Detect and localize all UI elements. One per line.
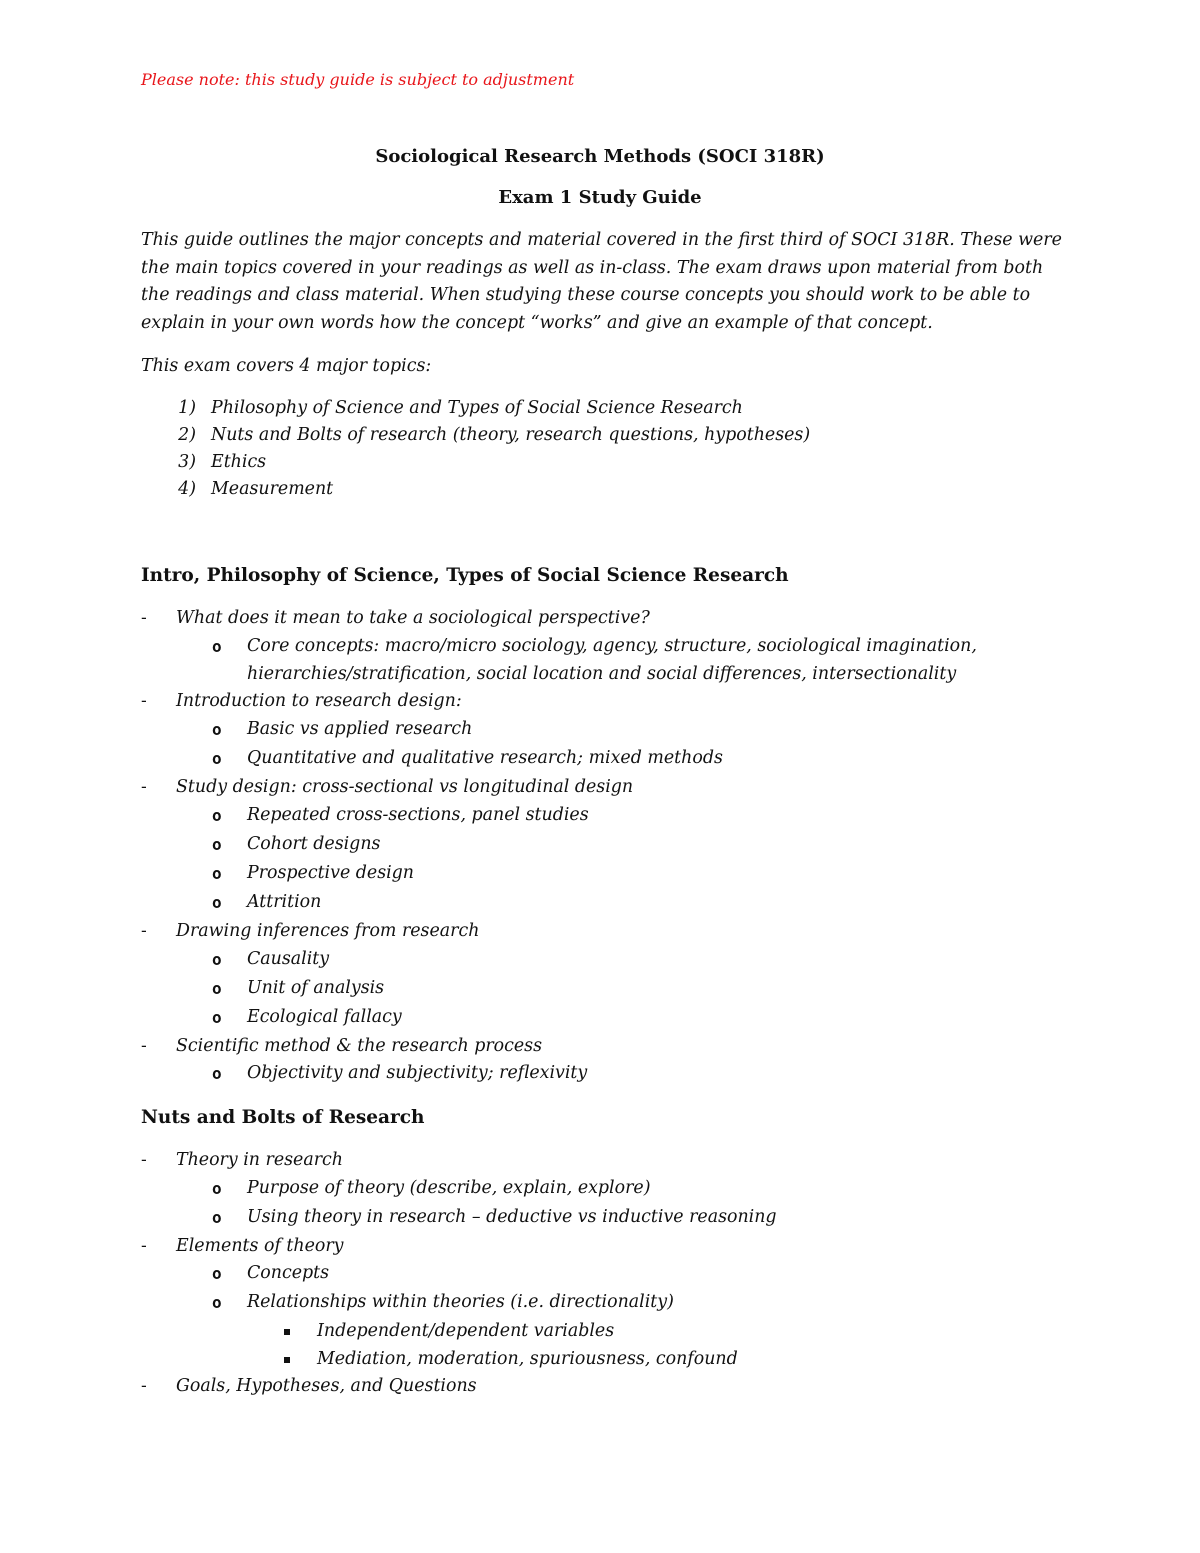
sub-item: Cohort designs	[247, 834, 381, 854]
topics-intro: This exam covers 4 major topics:	[141, 356, 432, 376]
list-item: Goals, Hypotheses, and Questions	[176, 1376, 477, 1396]
intro-line: explain in your own words how the concept “works” and give an example of that concept.	[141, 313, 933, 333]
sub-bullet: o	[212, 749, 222, 768]
sub-item: Causality	[247, 949, 330, 969]
sub-item: Objectivity and subjectivity; reflexivity	[247, 1063, 588, 1083]
sub-bullet: o	[212, 893, 222, 912]
dash-bullet: -	[141, 777, 147, 797]
intro-line: the readings and class material. When studying these course concepts you should work to be able to	[141, 285, 1031, 305]
sub-item: Repeated cross-sections, panel studies	[247, 805, 589, 825]
sub-sub-item: Mediation, moderation, spuriousness, confound	[317, 1349, 738, 1369]
sub-item: Basic vs applied research	[247, 719, 473, 739]
sub-item: Relationships within theories (i.e. directionality)	[247, 1292, 674, 1312]
topic-item: Nuts and Bolts of research (theory, research questions, hypotheses)	[211, 425, 811, 445]
dash-bullet: -	[141, 1376, 147, 1396]
sub-item: Attrition	[247, 892, 322, 912]
sub-bullet: o	[212, 950, 222, 969]
sub-sub-item: Independent/dependent variables	[317, 1321, 615, 1341]
sub-item: Core concepts: macro/micro sociology, agency, structure, sociological imagination,	[247, 636, 977, 656]
sub-item: Quantitative and qualitative research; mixed methods	[247, 748, 723, 768]
square-bullet	[284, 1329, 290, 1335]
list-item: Study design: cross-sectional vs longitudinal design	[176, 777, 634, 797]
sub-item: Prospective design	[247, 863, 415, 883]
topic-item: Ethics	[211, 452, 267, 472]
intro-line: This guide outlines the major concepts and material covered in the first third of SOCI 318R. These were	[141, 230, 1062, 250]
list-item: Elements of theory	[176, 1236, 344, 1256]
list-number: 2)	[178, 425, 196, 445]
list-number: 1)	[178, 398, 196, 418]
sub-bullet: o	[212, 806, 222, 825]
list-item: What does it mean to take a sociological perspective?	[176, 608, 650, 628]
sub-item: Using theory in research – deductive vs inductive reasoning	[247, 1207, 777, 1227]
sub-bullet: o	[212, 979, 222, 998]
list-item: Scientific method & the research process	[176, 1036, 543, 1056]
dash-bullet: -	[141, 1150, 147, 1170]
sub-item: Concepts	[247, 1263, 330, 1283]
dash-bullet: -	[141, 1236, 147, 1256]
list-number: 3)	[178, 452, 196, 472]
sub-bullet: o	[212, 1008, 222, 1027]
topic-item: Measurement	[211, 479, 334, 499]
dash-bullet: -	[141, 921, 147, 941]
list-number: 4)	[178, 479, 196, 499]
sub-bullet: o	[212, 1064, 222, 1083]
section-heading: Intro, Philosophy of Science, Types of Social Science Research	[141, 565, 789, 586]
sub-bullet: o	[212, 1179, 222, 1198]
course-title: Sociological Research Methods (SOCI 318R)	[375, 146, 825, 167]
sub-bullet: o	[212, 835, 222, 854]
dash-bullet: -	[141, 608, 147, 628]
sub-item: hierarchies/stratification, social location and social differences, intersectionality	[247, 664, 957, 684]
sub-bullet: o	[212, 1264, 222, 1283]
list-item: Drawing inferences from research	[176, 921, 480, 941]
sub-item: Ecological fallacy	[247, 1007, 402, 1027]
guide-title: Exam 1 Study Guide	[498, 187, 702, 208]
sub-bullet: o	[212, 864, 222, 883]
list-item: Introduction to research design:	[176, 691, 462, 711]
square-bullet	[284, 1357, 290, 1363]
intro-line: the main topics covered in your readings as well as in-class. The exam draws upon material from both	[141, 258, 1044, 278]
sub-bullet: o	[212, 720, 222, 739]
section-heading: Nuts and Bolts of Research	[141, 1107, 425, 1128]
sub-bullet: o	[212, 1293, 222, 1312]
adjustment-note: Please note: this study guide is subject to adjustment	[141, 70, 575, 89]
sub-bullet: o	[212, 1208, 222, 1227]
list-item: Theory in research	[176, 1150, 343, 1170]
dash-bullet: -	[141, 1036, 147, 1056]
sub-item: Purpose of theory (describe, explain, explore)	[247, 1178, 651, 1198]
topic-item: Philosophy of Science and Types of Social Science Research	[211, 398, 743, 418]
sub-bullet: o	[212, 637, 222, 656]
sub-item: Unit of analysis	[247, 978, 385, 998]
dash-bullet: -	[141, 691, 147, 711]
